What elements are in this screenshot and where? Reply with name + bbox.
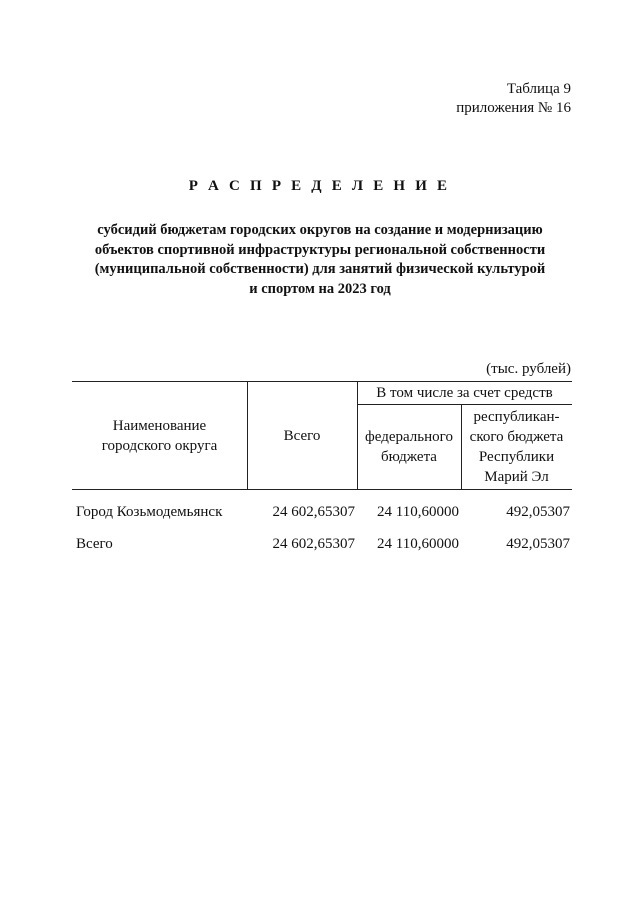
row-republic: 492,05307 [506,536,570,552]
header-republic-line: Марий Эл [484,469,549,485]
row-name: Всего [76,536,113,552]
header-total: Всего [283,428,321,444]
header-republic-line: республикан- [473,409,560,425]
document-title: Р А С П Р Е Д Е Л Е Н И Е [188,178,451,194]
row-federal: 24 110,60000 [377,536,459,552]
table-number: Таблица 9 [506,81,571,97]
header-name-line: Наименование [112,418,207,434]
header-federal-line: федерального [365,429,453,445]
header-federal-line: бюджета [381,449,437,465]
row-total: 24 602,65307 [272,504,355,520]
subtitle-line: объектов спортивной инфраструктуры региональной собственности [94,241,546,258]
unit-note: (тыс. рублей) [486,361,571,377]
group-header-rule [357,404,572,405]
subtitle-line: (муниципальной собственности) для занятий физической культурой [94,261,546,277]
row-total: 24 602,65307 [272,536,355,552]
row-name: Город Козьмодемьянск [76,504,223,520]
subtitle-line: и спортом на 2023 год [249,280,391,297]
document-subtitle [80,221,560,299]
row-republic: 492,05307 [506,504,570,520]
header-republic [461,407,572,487]
header-federal [357,427,461,467]
header-republic-line: Республики [478,449,555,465]
header-name [72,416,247,456]
header-name-line: городского округа [101,438,218,454]
header-bottom-rule [72,489,572,490]
appendix-number: приложения № 16 [456,100,571,116]
header-group: В том числе за счет средств [376,385,553,401]
subtitle-line: субсидий бюджетам городских округов на создание и модернизацию [97,222,543,238]
table-top-rule [72,381,572,382]
row-federal: 24 110,60000 [377,504,459,520]
document-reference [456,80,571,118]
header-republic-line: ского бюджета [469,429,564,445]
